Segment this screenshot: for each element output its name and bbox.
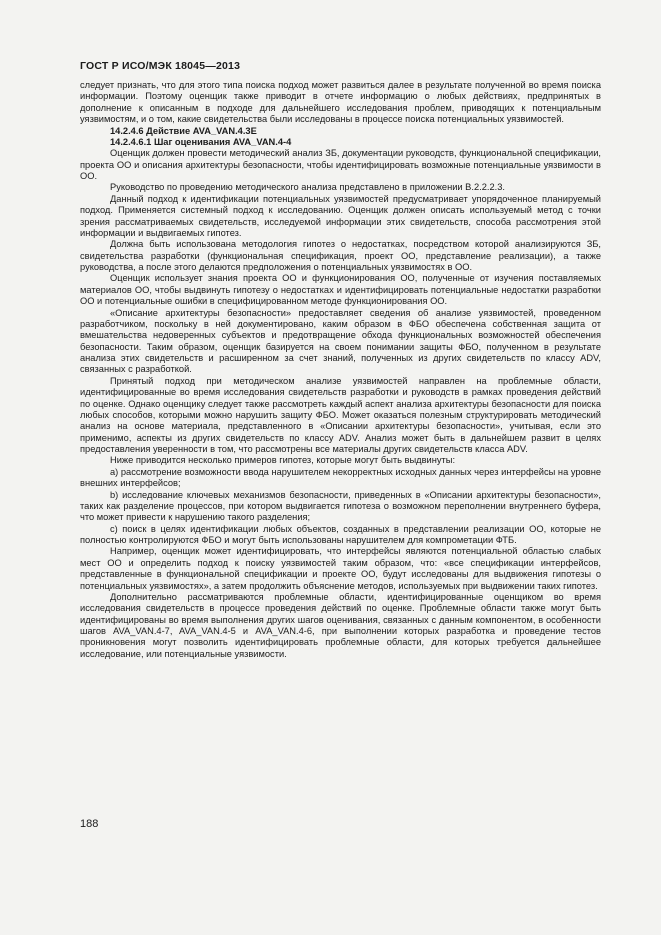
- paragraph: Оценщик должен провести методический анализ ЗБ, документации руководств, функциональной спецификации, проекта ОО и описания архитектуры безопасности, чтобы идентифицировать возможные потенциальные уязвимости в ОО.: [80, 148, 601, 181]
- paragraph: Руководство по проведению методического анализа представлено в приложении В.2.2.2.3.: [110, 182, 505, 193]
- paragraph: Оценщик использует знания проекта ОО и функционирования ОО, полученные от изучения поставляемых материалов ОО, чтобы выдвинуть гипотезу о недостатках и идентифицировать потенциальные недостатки разработки ОО и потенциальные ошибки в специфицированном методе функционирования ОО.: [80, 273, 601, 307]
- paragraph: Ниже приводится несколько примеров гипотез, которые могут быть выдвинуты:: [110, 455, 456, 466]
- paragraph: Должна быть использована методология гипотез о недостатках, посредством которой анализируются ЗБ, свидетельства разработки (функциональная спецификация, проект ОО, представление реализации), а также руководства, а после этого делаются предположения о потенциальных уязвимостях в ОО.: [80, 239, 601, 272]
- paragraph: «Описание архитектуры безопасности» предоставляет сведения об анализе уязвимостей, проведенном разработчиком, поскольку в ней документировано, каким образом в ФБО обеспечена собственная защита от вмешательства недоверенных субъектов и предотвращение обхода функциональных возможностей обеспечения безопасности. Таким образом, оценщик базируется на своем понимании защиты ФБО, полученном в результате анализа этих свидетельств и расширенном за счет знаний, полученных из других свидетельств по классу ADV, связанных с разработкой.: [80, 307, 601, 375]
- paragraph: Принятый подход при методическом анализе уязвимостей направлен на проблемные области, идентифицированные во время исследования свидетельств разработки и руководств в рамках проведения действий по оценке. Однако оценщику следует также рассмотреть каждый аспект анализа архитектуры безопасности для поиска любых способов, которыми можно нарушить защиту ФБО. Может оказаться полезным структурировать методический анализ на основе материала, представленного в «Описании архитектуры безопасности», учитывая, если это применимо, аспекты из других свидетельств по классу ADV. Анализ может быть в дальнейшем развит в целях предоставления уверенности в том, что рассмотрены все материалы других свидетельств класса ADV.: [80, 375, 601, 454]
- paragraph: следует признать, что для этого типа поиска подход может развиться далее в результате полученной во время поиска информации. Поэтому оценщик также приводит в отчете информацию о любых действиях, предпринятых в дополнение к описанным в подходе для дальнейшего исследования проблем, приводящих к потенциальным уязвимостям, и о том, какие свидетельства были исследованы в процессе поиска потенциальных уязвимостей.: [80, 80, 601, 125]
- paragraph: Данный подход к идентификации потенциальных уязвимостей предусматривает упорядоченное планируемый подход. Применяется системный подход к исследованию. Оценщик должен описать используемый метод с точки зрения рассматриваемых свидетельств, исследуемой информации этих свидетельств, способа рассмотрения этой информации и выдвигаемых гипотез.: [80, 193, 601, 238]
- subsection-heading: 14.2.4.6.1 Шаг оценивания AVA_VAN.4-4: [110, 136, 292, 147]
- paragraph: Например, оценщик может идентифицировать, что интерфейсы являются потенциальной областью слабых мест ОО и определить подход к поиску уязвимостей таким образом, что: «все спецификации интерфейсов, представленные в функциональной спецификации и проекте ОО, будут исследованы для выдвижения гипотезы о потенциальных уязвимостях», а затем продолжить объяснение методов, используемых при выдвижении таких гипотез.: [80, 546, 601, 591]
- list-item: с) поиск в целях идентификации любых объектов, созданных в представлении реализации ОО, которые не полностью контролируются ФБО и могут быть использованы нарушителем для компрометации ФТБ.: [80, 523, 601, 545]
- paragraph: Дополнительно рассматриваются проблемные области, идентифицированные оценщиком во время исследования свидетельств в процессе проведения действий по оценке. Проблемные области также могут быть идентифицированы во время выполнения других шагов оценивания, связанных с данным компонентом, в особенности шагов AVA_VAN.4-7, AVA_VAN.4-5 и AVA_VAN.4-6, при выполнении которых разработка и проведение тестов проникновения могут позволить идентифицировать проблемные области, для которых требуется дальнейшее исследование, или потенциальные уязвимости.: [80, 591, 601, 659]
- page-number: 188: [80, 818, 99, 830]
- section-heading: 14.2.4.6 Действие AVA_VAN.4.3Е: [110, 125, 257, 136]
- page-header: ГОСТ Р ИСО/МЭК 18045—2013: [80, 60, 241, 72]
- list-item: а) рассмотрение возможности ввода нарушителем некорректных исходных данных через интерфейсы на уровне внешних интерфейсов;: [80, 466, 601, 489]
- list-item: b) исследование ключевых механизмов безопасности, приведенных в «Описании архитектуры безопасности», таких как разделение процессов, при котором выдвигается гипотеза о возможном переполнении внутреннего буфера, что может привести к нарушению такого разделения;: [80, 489, 601, 523]
- page-body: [80, 80, 601, 660]
